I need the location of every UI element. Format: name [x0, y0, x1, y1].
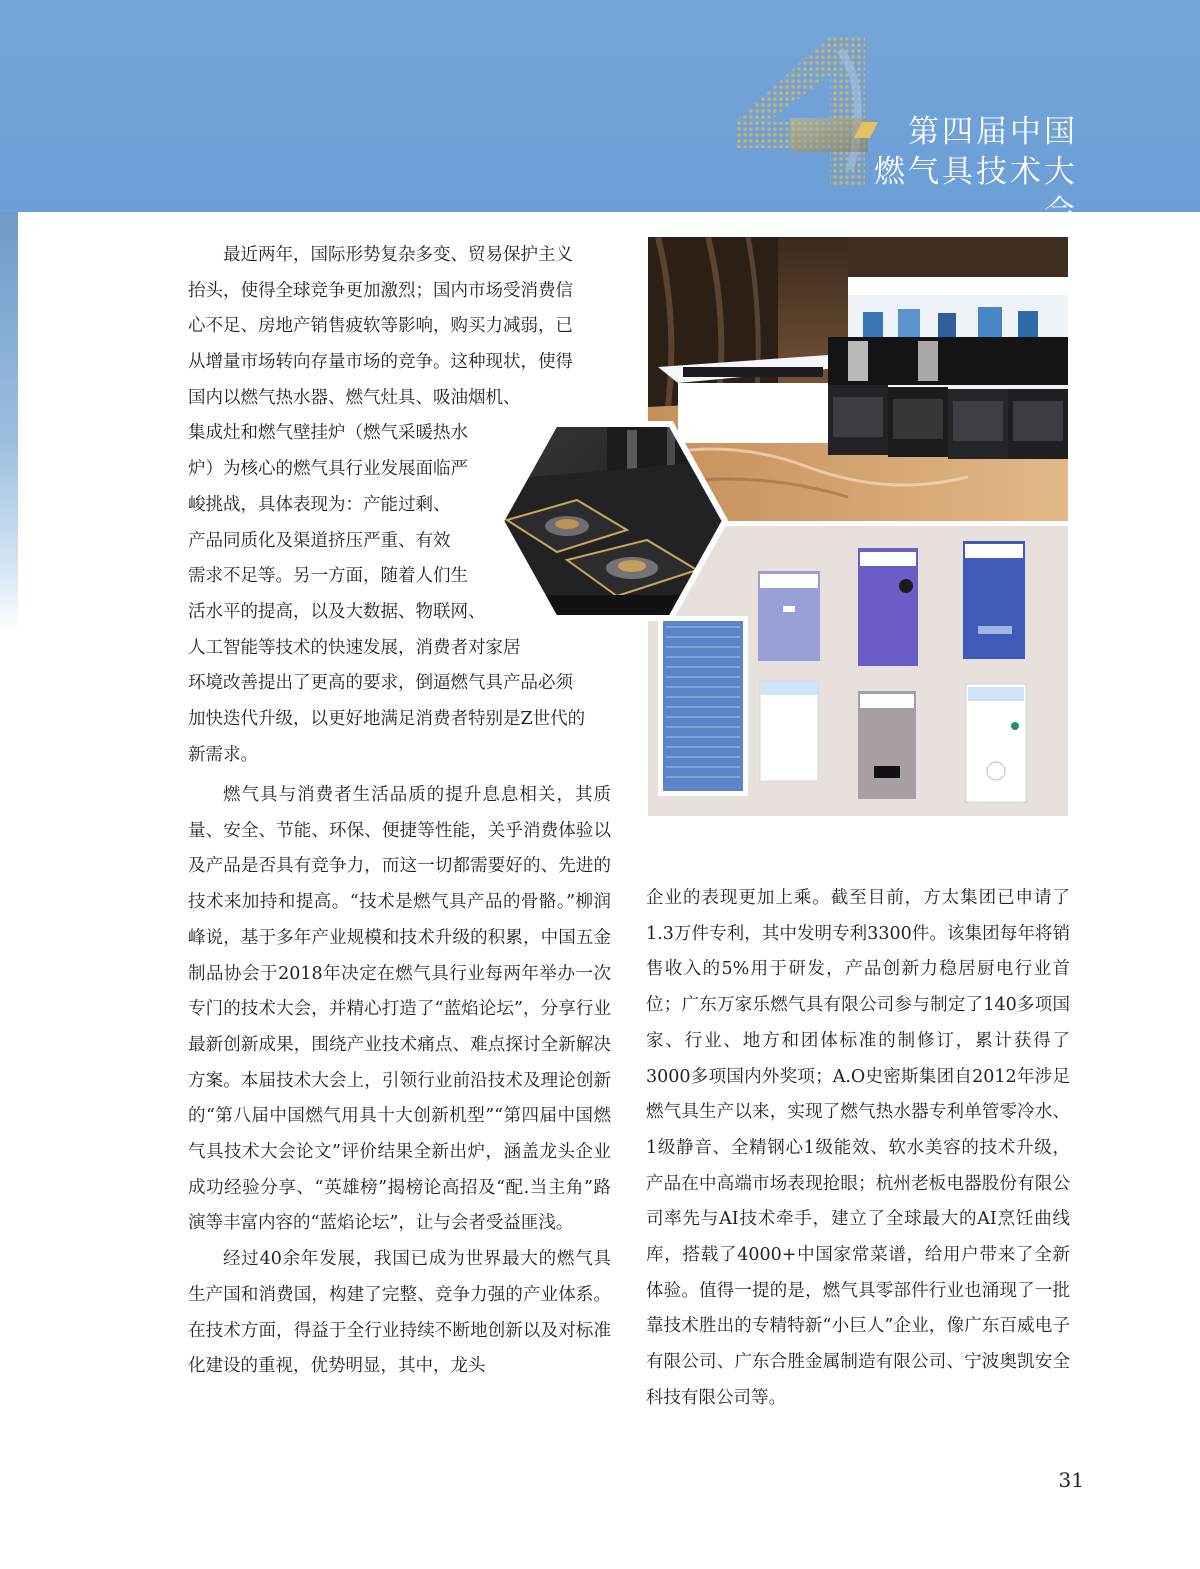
left-column-body — [188, 778, 611, 1385]
conference-title-line2: 燃气具技术大会 — [874, 154, 1078, 230]
gas-stove-burners-closeup-photo — [497, 420, 729, 622]
right-column-body — [646, 881, 1070, 1417]
text-line: 需求不足等。另一方面，随着人们生 — [188, 566, 468, 587]
paragraph-industry: 经过40余年发展，我国已成为世界最大的燃气具生产国和消费国，构建了完整、竞争力强的产业体系。在技术方面，得益于全行业持续不断地创新以及对标准化建设的重视，优势明显，其中，龙头 — [188, 1249, 611, 1377]
text-line: 活水平的提高，以及大数据、物联网、 — [188, 601, 486, 622]
text-line: 人工智能等技术的快速发展，消费者对家居 — [188, 637, 521, 658]
text-line: 从增量市场转向存量市场的竞争。这种现状，使得 — [188, 352, 573, 373]
text-line: 抬头，使得全球竞争更加激烈；国内市场受消费信 — [188, 280, 573, 301]
text-line: 最近两年，国际形势复杂多变、贸易保护主义 — [223, 245, 573, 265]
text-line: 加快迭代升级，以更好地满足消费者特别是Z世代的 — [188, 708, 586, 729]
text-line: 心不足、房地产销售疲软等影响，购买力减弱，已 — [188, 316, 573, 337]
text-line: 炉）为核心的燃气具行业发展面临严 — [188, 459, 468, 480]
conference-title-line1: 第四届中国 — [908, 114, 1078, 150]
left-edge-ocean-decoration — [0, 212, 18, 632]
text-line: 集成灶和燃气壁挂炉（燃气采暖热水 — [188, 423, 468, 444]
paragraph-enterprises: 企业的表现更加上乘。截至目前，方太集团已申请了1.3万件专利，其中发明专利3300件。该集团每年将销售收入的5%用于研发，产品创新力稳居厨电行业首位；广东万家乐燃气具有限公司参与制定了140多项国家、行业、地方和团体标准的制修订，累计获得了3000多项国内外奖项；A.O史密斯集团自2012年涉足燃气具生产以来，实现了燃气热水器专利单管零冷水、1级静音、全精钢心1级能效、软水美容的技术升级，产品在中高端市场表现抢眼；杭州老板电器股份有限公司率先与AI技术牵手，建立了全球最大的AI烹饪曲线库，搭载了4000+中国家常菜谱，给用户带来了全新体验。值得一提的是，燃气具零部件行业也涌现了一批靠技术胜出的专精特新“小巨人”企业，像广东百威电子有限公司、广东合胜金属制造有限公司、宁波奥凯安全科技有限公司等。 — [646, 888, 1070, 1408]
text-line: 产品同质化及渠道挤压严重、有效 — [188, 530, 451, 551]
paragraph-technology: 燃气具与消费者生活品质的提升息息相关，其质量、安全、节能、环保、便捷等性能，关乎消费体验以及产品是否具有竞争力，而这一切都需要好的、先进的技术来加持和提高。“技术是燃气具产品的骨骼。”柳润峰说，基于多年产业规模和技术升级的积累，中国五金制品协会于2018年决定在燃气具行业每两年举办一次专门的技术大会，并精心打造了“蓝焰论坛”，分享行业最新创新成果，围绕产业技术痛点、难点探讨全新解决方案。本届技术大会上，引领行业前沿技术及理论创新的“第八届中国燃气用具十大创新机型”“第四届中国燃气具技术大会论文”评价结果全新出炉，涵盖龙头企业成功经验分享、“英雄榜”揭榜论高招及“配.当主角”路演等丰富内容的“蓝焰论坛”，让与会者受益匪浅。 — [188, 785, 611, 1234]
page-number: 31 — [1058, 1468, 1084, 1492]
text-line: 峻挑战，具体表现为：产能过剩、 — [188, 494, 451, 515]
text-line: 国内以燃气热水器、燃气灶具、吸油烟机、 — [188, 387, 521, 408]
text-line: 环境改善提出了更高的要求，倒逼燃气具产品必须 — [188, 673, 573, 694]
conference-title — [858, 112, 1078, 232]
text-line: 新需求。 — [188, 744, 258, 765]
